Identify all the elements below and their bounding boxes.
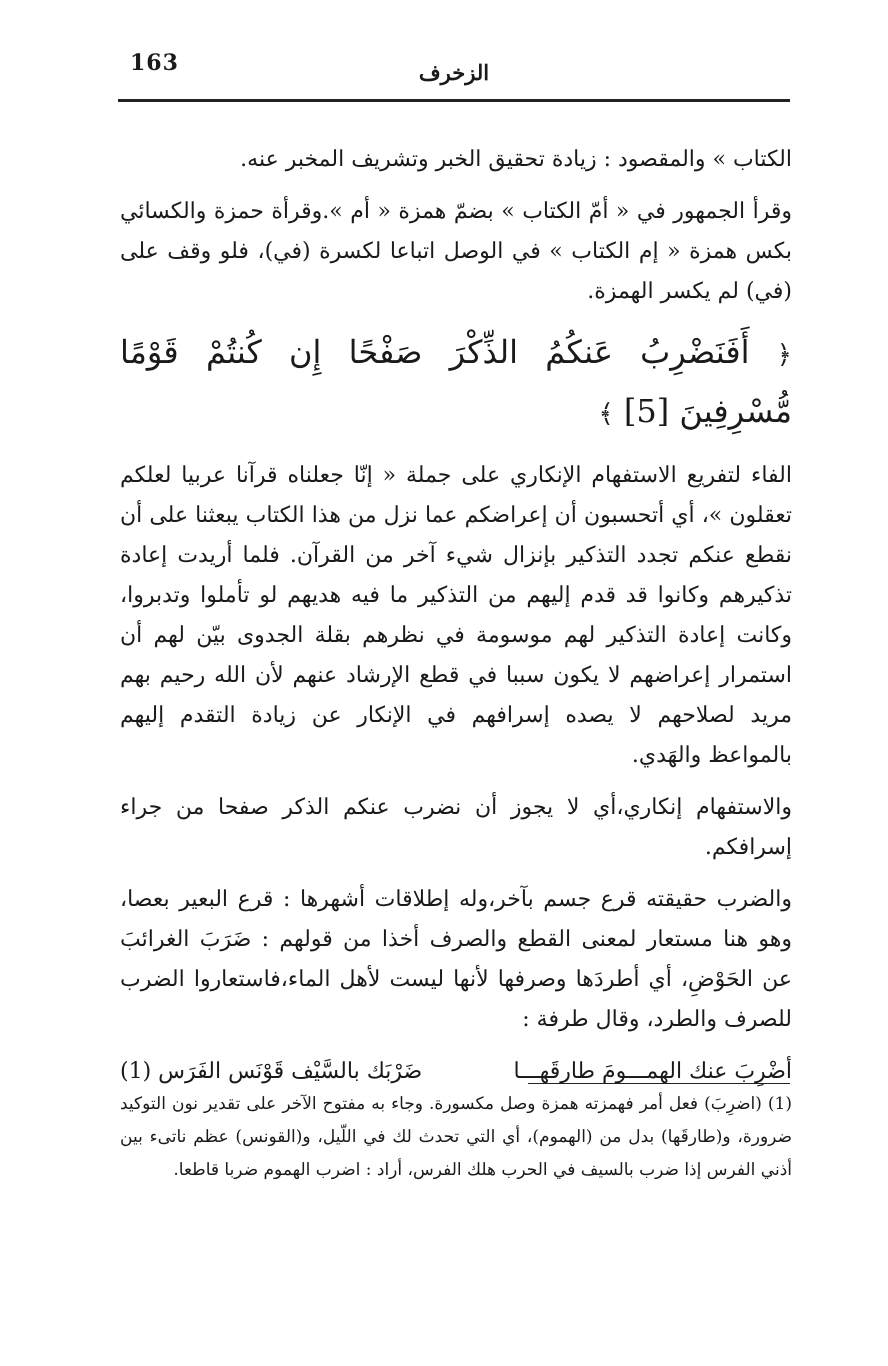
verse-text: أَفَنَضْرِبُ عَنكُمُ الذِّكْرَ صَفْحًا إِن كُنتُمْ قَوْمًا مُّسْرِفِينَ [5] xyxy=(120,333,792,430)
paragraph-5: والضرب حقيقته قرع جسم بآخر،وله إطلاقات أشهرها : قرع البعير بعصا، وهو هنا مستعار لمعنى القطع والصرف أخذا من قولهم : ضَرَبَ الغرائبَ عن الحَوْضِ، أي أطردَها وصرفها لأنها ليست لأهل الماء،فاستعاروا الضرب للصرف والطرد، وقال طرفة : xyxy=(120,887,792,1032)
page-header xyxy=(118,44,790,100)
footnotes xyxy=(120,1088,792,1187)
page-number: 163 xyxy=(130,50,179,76)
verse-open-bracket: ﴿ xyxy=(776,340,793,370)
header-divider xyxy=(118,99,790,102)
paragraph-1: الكتاب » والمقصود : زيادة تحقيق الخبر وتشريف المخبر عنه. xyxy=(240,147,792,172)
running-title: الزخرف xyxy=(418,60,490,85)
main-text xyxy=(120,140,792,1104)
footnote-divider xyxy=(528,1083,790,1084)
paragraph-3: الفاء لتفريع الاستفهام الإنكاري على جملة « إنّا جعلناه قرآنا عربيا لعلكم تعقلون »، أي أتحسبون أن إعراضكم عما نزل من هذا الكتاب يبعثنا على أن نقطع عنكم تجدد التذكير بإنزال شيء آخر من القرآن. فلما أريدت إعادة تذكيرهم وكانوا قد قدم إليهم من التذكير ما فيه هديهم لو تأملوا وتدبروا، وكانت إعادة التذكير لهم موسومة في نظرهم بقلة الجدوى بيّن لهم أن استمرار إعراضهم لا يكون سببا في قطع الإرشاد عنهم لأن الله رحيم بهم مريد لصلاحهم لا يصده إسرافهم في الإنكار عن زيادة التقدم إليهم بالمواعظ والهَدي. xyxy=(120,463,792,768)
poem-first-hemistich: أضْرِبَ عنك الهمـــومَ طارقَهـــا xyxy=(513,1059,792,1084)
verse-close-bracket: ﴾ xyxy=(598,399,614,429)
poem-verse xyxy=(120,1052,792,1092)
footnote-1: (1) (اضرِبَ) فعل أمر فهمزته همزة وصل مكسورة. وجاء به مفتوح الآخر على تقدير نون التوكيد ضرورة، و(طارقَها) بدل من (الهموم)، أي التي تحدث لك في اللّيل، و(القونس) عظم ناتىء بين أذني الفرس إذا ضرب بالسيف في الحرب هلك الفرس، أراد : اضرب الهموم ضربا قاطعا. xyxy=(120,1094,792,1180)
quran-verse xyxy=(120,324,792,442)
paragraph-2: وقرأ الجمهور في « أمّ الكتاب » بضمّ همزة « أم ».وقرأة حمزة والكسائي بكس همزة « إم الكتاب » في الوصل اتباعا لكسرة (في)، فلو وقف على (في) لم يكسر الهمزة. xyxy=(120,199,792,304)
poem-second-hemistich: ضَرْبَك بالسَّيْف قَوْنَس الفَرَس (1) xyxy=(120,1059,423,1084)
paragraph-4: والاستفهام إنكاري،أي لا يجوز أن نضرب عنكم الذكر صفحا من جراء إسرافكم. xyxy=(120,795,792,860)
